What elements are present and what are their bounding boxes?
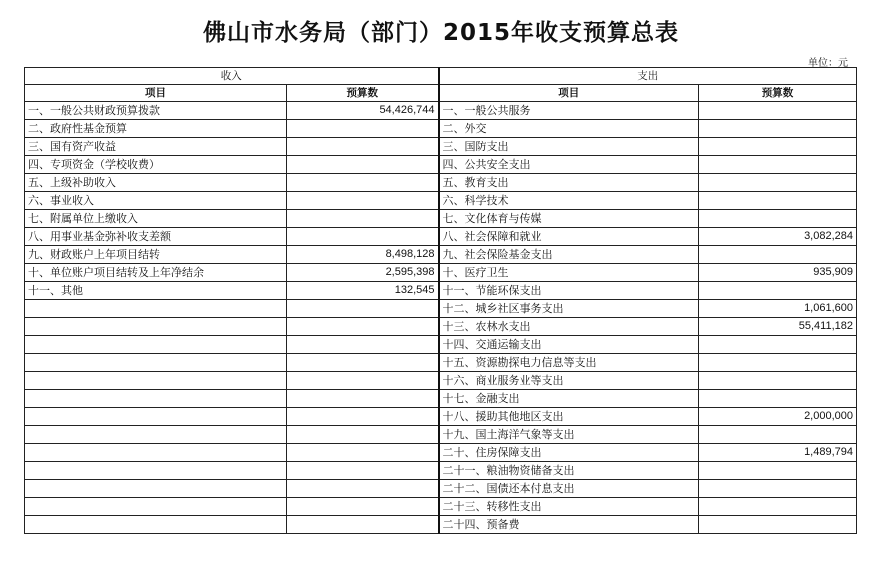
income-value-cell — [287, 408, 439, 426]
expense-value-cell: 2,000,000 — [699, 408, 857, 426]
expense-item-cell: 二十三、转移性支出 — [439, 498, 699, 516]
income-value-cell — [287, 300, 439, 318]
expense-item-cell: 十九、国土海洋气象等支出 — [439, 426, 699, 444]
income-value-cell — [287, 156, 439, 174]
income-item-cell — [25, 444, 287, 462]
expense-value-cell — [699, 102, 857, 120]
income-item-cell — [25, 516, 287, 534]
income-value-cell — [287, 426, 439, 444]
income-item-cell — [25, 336, 287, 354]
table-row — [25, 498, 857, 516]
income-item-cell: 一、一般公共财政预算拨款 — [25, 102, 287, 120]
table-row — [25, 138, 857, 156]
income-item-cell: 二、政府性基金预算 — [25, 120, 287, 138]
income-value-cell — [287, 498, 439, 516]
table-row — [25, 516, 857, 534]
income-item-cell: 八、用事业基金弥补收支差额 — [25, 228, 287, 246]
income-item-cell — [25, 318, 287, 336]
income-item-cell: 六、事业收入 — [25, 192, 287, 210]
income-item-cell — [25, 426, 287, 444]
income-item-cell: 七、附属单位上缴收入 — [25, 210, 287, 228]
column-header-row — [25, 85, 857, 102]
expense-item-cell: 六、科学技术 — [439, 192, 699, 210]
expense-item-cell: 十二、城乡社区事务支出 — [439, 300, 699, 318]
income-value-cell — [287, 444, 439, 462]
expense-value-cell: 935,909 — [699, 264, 857, 282]
income-item-cell — [25, 372, 287, 390]
expense-value-cell — [699, 246, 857, 264]
expense-item-cell: 一、一般公共服务 — [439, 102, 699, 120]
expense-value-cell — [699, 282, 857, 300]
expense-item-cell: 四、公共安全支出 — [439, 156, 699, 174]
expense-item-cell: 十七、金融支出 — [439, 390, 699, 408]
table-row — [25, 480, 857, 498]
expense-value-cell — [699, 498, 857, 516]
table-row — [25, 336, 857, 354]
table-row — [25, 444, 857, 462]
income-value-cell — [287, 480, 439, 498]
income-value-cell — [287, 192, 439, 210]
income-value-cell — [287, 318, 439, 336]
income-item-cell — [25, 300, 287, 318]
table-row — [25, 426, 857, 444]
income-value-cell — [287, 372, 439, 390]
income-section-header: 收入 — [25, 68, 439, 85]
expense-item-cell: 二十二、国债还本付息支出 — [439, 480, 699, 498]
income-item-cell: 九、财政账户上年项目结转 — [25, 246, 287, 264]
income-value-cell: 2,595,398 — [287, 264, 439, 282]
budget-table-body — [25, 68, 857, 534]
expense-value-cell — [699, 372, 857, 390]
income-value-cell: 8,498,128 — [287, 246, 439, 264]
income-item-cell — [25, 462, 287, 480]
income-value-cell — [287, 228, 439, 246]
expense-item-cell: 十四、交通运输支出 — [439, 336, 699, 354]
table-row — [25, 102, 857, 120]
expense-value-cell — [699, 174, 857, 192]
expense-value-cell — [699, 462, 857, 480]
table-row — [25, 192, 857, 210]
expense-value-cell — [699, 192, 857, 210]
table-row — [25, 174, 857, 192]
table-row — [25, 354, 857, 372]
expense-value-cell: 55,411,182 — [699, 318, 857, 336]
table-row — [25, 408, 857, 426]
income-value-cell — [287, 462, 439, 480]
expense-value-cell — [699, 156, 857, 174]
expense-value-cell — [699, 210, 857, 228]
expense-item-cell: 十三、农林水支出 — [439, 318, 699, 336]
expense-item-cell: 八、社会保障和就业 — [439, 228, 699, 246]
table-row — [25, 282, 857, 300]
expense-item-cell: 七、文化体育与传媒 — [439, 210, 699, 228]
expense-item-cell: 二、外交 — [439, 120, 699, 138]
income-value-cell — [287, 210, 439, 228]
expense-value-cell — [699, 336, 857, 354]
expense-value-cell — [699, 354, 857, 372]
expense-item-cell: 十一、节能环保支出 — [439, 282, 699, 300]
table-row — [25, 210, 857, 228]
income-item-cell: 四、专项资金（学校收费） — [25, 156, 287, 174]
unit-label: 单位：元 — [808, 58, 848, 69]
income-budget-header: 预算数 — [287, 85, 439, 102]
income-item-cell — [25, 480, 287, 498]
expense-value-cell: 1,061,600 — [699, 300, 857, 318]
table-row — [25, 390, 857, 408]
income-value-cell — [287, 336, 439, 354]
expense-item-cell: 二十四、预备费 — [439, 516, 699, 534]
page-title: 佛山市水务局（部门）2015年收支预算总表 — [202, 20, 679, 46]
expense-item-cell: 二十一、粮油物资储备支出 — [439, 462, 699, 480]
expense-item-cell: 十八、援助其他地区支出 — [439, 408, 699, 426]
table-row — [25, 264, 857, 282]
expense-item-cell: 九、社会保险基金支出 — [439, 246, 699, 264]
table-row — [25, 318, 857, 336]
income-item-cell — [25, 408, 287, 426]
expense-value-cell — [699, 120, 857, 138]
expense-value-cell — [699, 480, 857, 498]
income-item-cell — [25, 498, 287, 516]
expense-item-header: 项目 — [439, 85, 699, 102]
table-row — [25, 372, 857, 390]
income-value-cell — [287, 390, 439, 408]
table-row — [25, 246, 857, 264]
income-item-cell — [25, 390, 287, 408]
expense-section-header: 支出 — [439, 68, 857, 85]
budget-table — [24, 67, 857, 534]
expense-budget-header: 预算数 — [699, 85, 857, 102]
expense-item-cell: 五、教育支出 — [439, 174, 699, 192]
expense-value-cell — [699, 138, 857, 156]
expense-value-cell — [699, 516, 857, 534]
income-value-cell — [287, 174, 439, 192]
expense-item-cell: 十五、资源勘探电力信息等支出 — [439, 354, 699, 372]
expense-item-cell: 十、医疗卫生 — [439, 264, 699, 282]
table-row — [25, 462, 857, 480]
income-item-cell — [25, 354, 287, 372]
expense-item-cell: 三、国防支出 — [439, 138, 699, 156]
expense-value-cell: 1,489,794 — [699, 444, 857, 462]
income-item-cell: 五、上级补助收入 — [25, 174, 287, 192]
expense-item-cell: 二十、住房保障支出 — [439, 444, 699, 462]
section-header-row — [25, 68, 857, 85]
table-row — [25, 300, 857, 318]
expense-item-cell: 十六、商业服务业等支出 — [439, 372, 699, 390]
table-row — [25, 120, 857, 138]
income-value-cell: 54,426,744 — [287, 102, 439, 120]
income-item-cell: 十、单位账户项目结转及上年净结余 — [25, 264, 287, 282]
income-item-cell: 三、国有资产收益 — [25, 138, 287, 156]
income-value-cell — [287, 354, 439, 372]
income-item-header: 项目 — [25, 85, 287, 102]
income-value-cell — [287, 120, 439, 138]
expense-value-cell: 3,082,284 — [699, 228, 857, 246]
income-value-cell — [287, 516, 439, 534]
table-row — [25, 156, 857, 174]
income-value-cell — [287, 138, 439, 156]
table-row — [25, 228, 857, 246]
expense-value-cell — [699, 426, 857, 444]
expense-value-cell — [699, 390, 857, 408]
income-value-cell: 132,545 — [287, 282, 439, 300]
income-item-cell: 十一、其他 — [25, 282, 287, 300]
